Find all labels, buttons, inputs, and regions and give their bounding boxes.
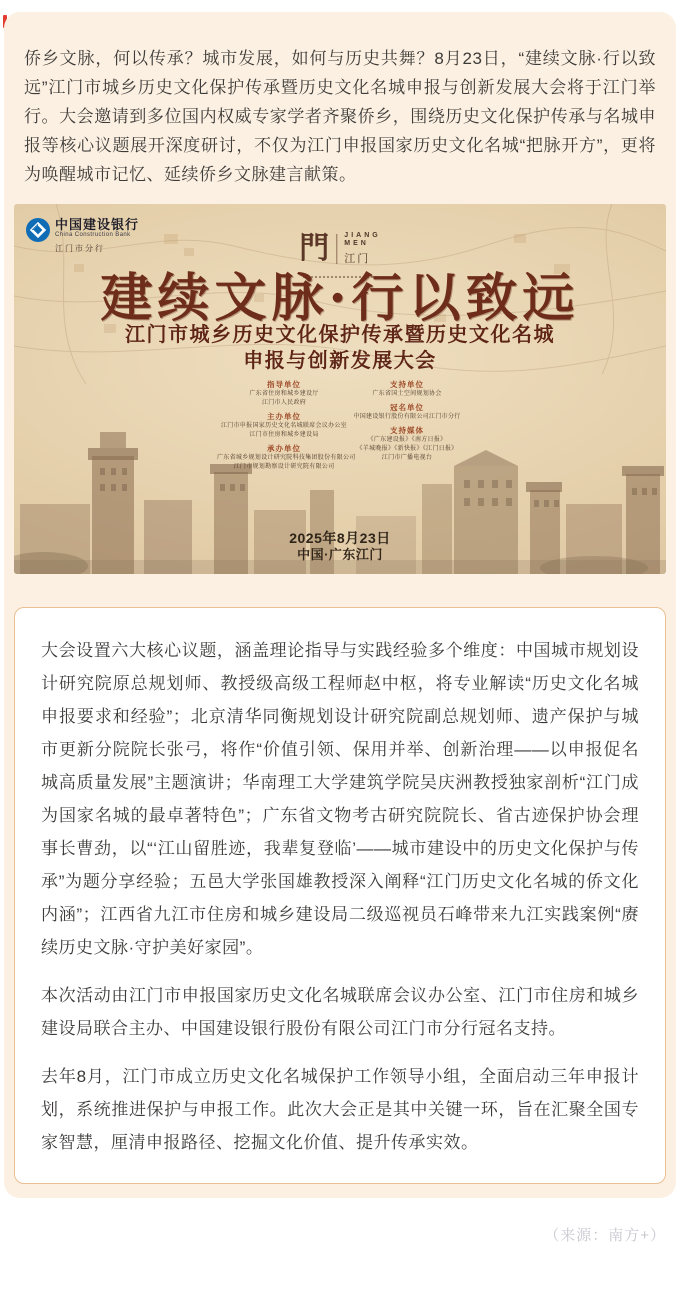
poster-subtitle xyxy=(14,322,666,374)
body-paragraph-organizers: 本次活动由江门市申报国家历史文化名城联席会议办公室、江门市住房和城乡建设局联合主办、中国建设银行股份有限公司江门市分行冠名支持。 xyxy=(41,986,639,1038)
org-group-guidance xyxy=(217,380,351,408)
ccb-name-en: China Construction Bank xyxy=(55,232,131,238)
jiangmen-logo-cn: 江门 xyxy=(344,253,371,265)
org-line: 广东省住房和城乡建设厅 xyxy=(249,391,319,397)
org-label: 指导单位 xyxy=(267,380,301,389)
org-group-host xyxy=(217,412,351,440)
intro-paragraph: 侨乡文脉，何以传承？城市发展，如何与历史共舞？8月23日，“建续文脉·行以致远”江门市城乡历史文化保护传承暨历史文化名城申报与创新发展大会将于江门举行。大会邀请到多位国内权威专家学者齐聚侨乡，围绕历史文化保护传承与名城申报等核心议题展开深度研讨，不仅为江门申报国家历史文化名城“把脉开方”，更将为唤醒城市记忆、延续侨乡文脉建言献策。 xyxy=(24,49,656,184)
body-paragraph-topics: 大会设置六大核心议题，涵盖理论指导与实践经验多个维度：中国城市规划设计研究院原总规划师、教授级高级工程师赵中枢，将专业解读“历史文化名城申报要求和经验”；北京清华同衡规划设计研究院副总规划师、遗产保护与城市更新分院院长张弓，将作“价值引领、保用并举、创新治理——以申报促名城高质量发展”主题演讲；华南理工大学建筑学院吴庆洲教授独家剖析“江门成为国家名城的最卓著特色”；广东省文物考古研究院院长、省古迹保护协会理事长曹劲，以“‘江山留胜迹，我辈复登临’——城市建设中的历史文化保护与传承”为题分享经验；五邑大学张国雄教授深入阐释“江门历史文化名城的侨文化内涵”；江西省九江市住房和城乡建设局二级巡视员石峰带来九江实践案例“赓续历史文脉·守护美好家园”。 xyxy=(41,641,639,957)
body-paragraph-background: 去年8月，江门市成立历史文化名城保护工作领导小组，全面启动三年申报计划，系统推进保护与申报工作。此次大会正是其中关键一环，旨在汇聚全国专家智慧，厘清申报路径、挖掘文化价值、提升传承实效。 xyxy=(41,1067,639,1152)
event-poster-image[interactable] xyxy=(14,204,666,574)
ccb-branch: 江门市分行 xyxy=(55,244,105,253)
org-line: 中国建设银行股份有限公司江门市分行 xyxy=(353,414,461,420)
organizer-column-right xyxy=(351,380,463,476)
org-line: 江门市住房和城乡建设局 xyxy=(249,432,319,438)
org-group-media xyxy=(351,426,463,463)
poster-title: 建续文脉·行以致远 xyxy=(100,268,580,329)
organizer-column-left xyxy=(217,380,356,476)
organizer-block xyxy=(14,380,666,476)
org-line: 江门市规划勘察设计研究院有限公司 xyxy=(233,464,335,470)
ccb-bank-icon xyxy=(26,218,50,242)
gate-icon: 門 xyxy=(299,231,330,266)
poster-subtitle-line1: 江门市城乡历史文化保护传承暨历史文化名城 xyxy=(125,324,555,346)
detail-card xyxy=(14,607,666,1184)
org-label: 冠名单位 xyxy=(390,403,424,412)
org-group-support xyxy=(351,380,463,399)
org-label: 支持单位 xyxy=(390,380,424,389)
event-date: 2025年8月23日 xyxy=(289,530,391,546)
poster-subtitle-line2: 申报与创新发展大会 xyxy=(243,350,437,372)
jiangmen-logo-jiang: JIANG xyxy=(344,232,381,239)
jiangmen-logo-men: MEN xyxy=(344,240,369,247)
org-line: 江门市广播电视台 xyxy=(381,455,433,461)
org-line: 江门市人民政府 xyxy=(261,400,307,406)
event-location: 中国·广东江门 xyxy=(297,547,383,562)
org-line: 广东省城乡规划设计研究院科技集团股份有限公司 xyxy=(217,455,356,461)
source-note: （来源：南方+） xyxy=(544,1227,666,1244)
org-line: 江门市申报国家历史文化名城联席会议办公室 xyxy=(220,423,347,429)
org-label: 承办单位 xyxy=(267,444,301,453)
org-group-title-sponsor xyxy=(351,403,463,422)
event-date-block xyxy=(14,530,666,563)
ccb-name-cn: 中国建设银行 xyxy=(55,217,140,232)
org-group-undertaker xyxy=(217,444,356,472)
org-label: 主办单位 xyxy=(267,412,301,421)
org-line: 广东省国土空间规划协会 xyxy=(372,391,442,397)
article-page xyxy=(0,12,680,1245)
org-label: 支持媒体 xyxy=(390,426,424,435)
org-line: 《广东建设报》《南方日报》 xyxy=(367,437,447,443)
content-panel xyxy=(4,12,676,1198)
org-line: 《羊城晚报》《新快报》《江门日报》 xyxy=(356,446,458,452)
ccb-logo xyxy=(26,218,139,254)
